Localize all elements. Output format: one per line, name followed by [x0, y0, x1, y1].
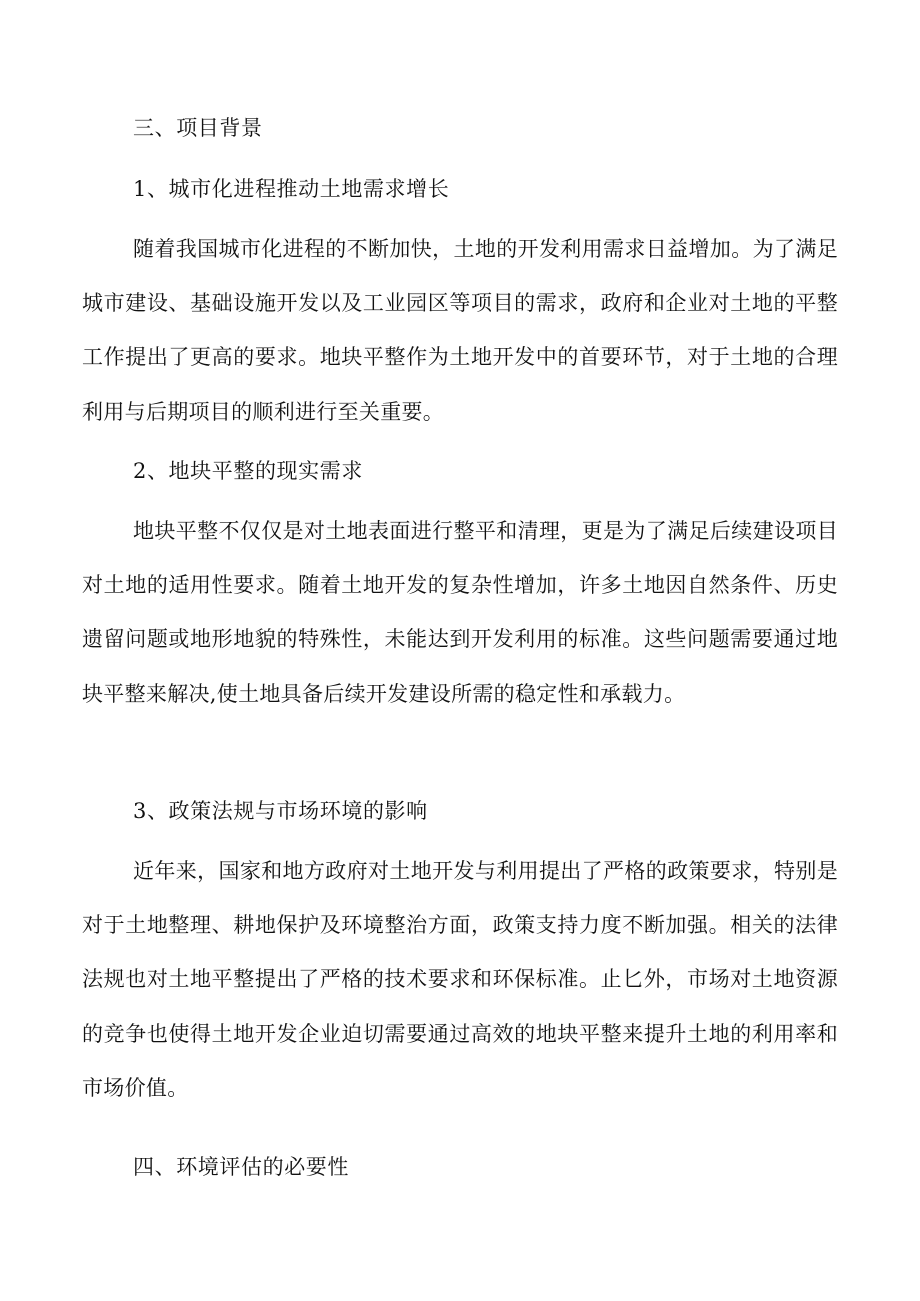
section-heading-project-background: 三、项目背景: [133, 116, 263, 140]
subheading-urbanization: 1、城市化进程推动土地需求增长: [133, 177, 450, 201]
paragraph-policy-market: 近年来，国家和地方政府对土地开发与利用提出了严格的政策要求，特别是对于土地整理、耕地保护及环境整治方面，政策支持力度不断加强。相关的法律法规也对土地平整提出了严格的技术要求和环保标准。止匕外，市场对土地资源的竞争也使得土地开发企业迫切需要通过高效的地块平整来提升土地的利用率和市场价值。: [82, 859, 838, 1100]
section-heading-environmental-assessment: 四、环境评估的必要性: [133, 1155, 349, 1179]
paragraph-urbanization: 随着我国城市化进程的不断加快，土地的开发利用需求日益增加。为了满足城市建设、基础设施开发以及工业园区等项目的需求，政府和企业对土地的平整工作提出了更高的要求。地块平整作为土地开发中的首要环节，对于土地的合理利用与后期项目的顺利进行至关重要。: [82, 237, 838, 424]
subheading-policy-market: 3、政策法规与市场环境的影响: [133, 799, 428, 823]
paragraph-leveling-demand: 地块平整不仅仅是对土地表面进行整平和清理，更是为了满足后续建设项目对土地的适用性要求。随着土地开发的复杂性增加，许多土地因自然条件、历史遗留问题或地形地貌的特殊性，未能达到开发利用的标准。这些问题需要通过地块平整来解决,使土地具备后续开发建设所需的稳定性和承载力。: [82, 519, 838, 706]
subheading-leveling-demand: 2、地块平整的现实需求: [133, 459, 363, 483]
